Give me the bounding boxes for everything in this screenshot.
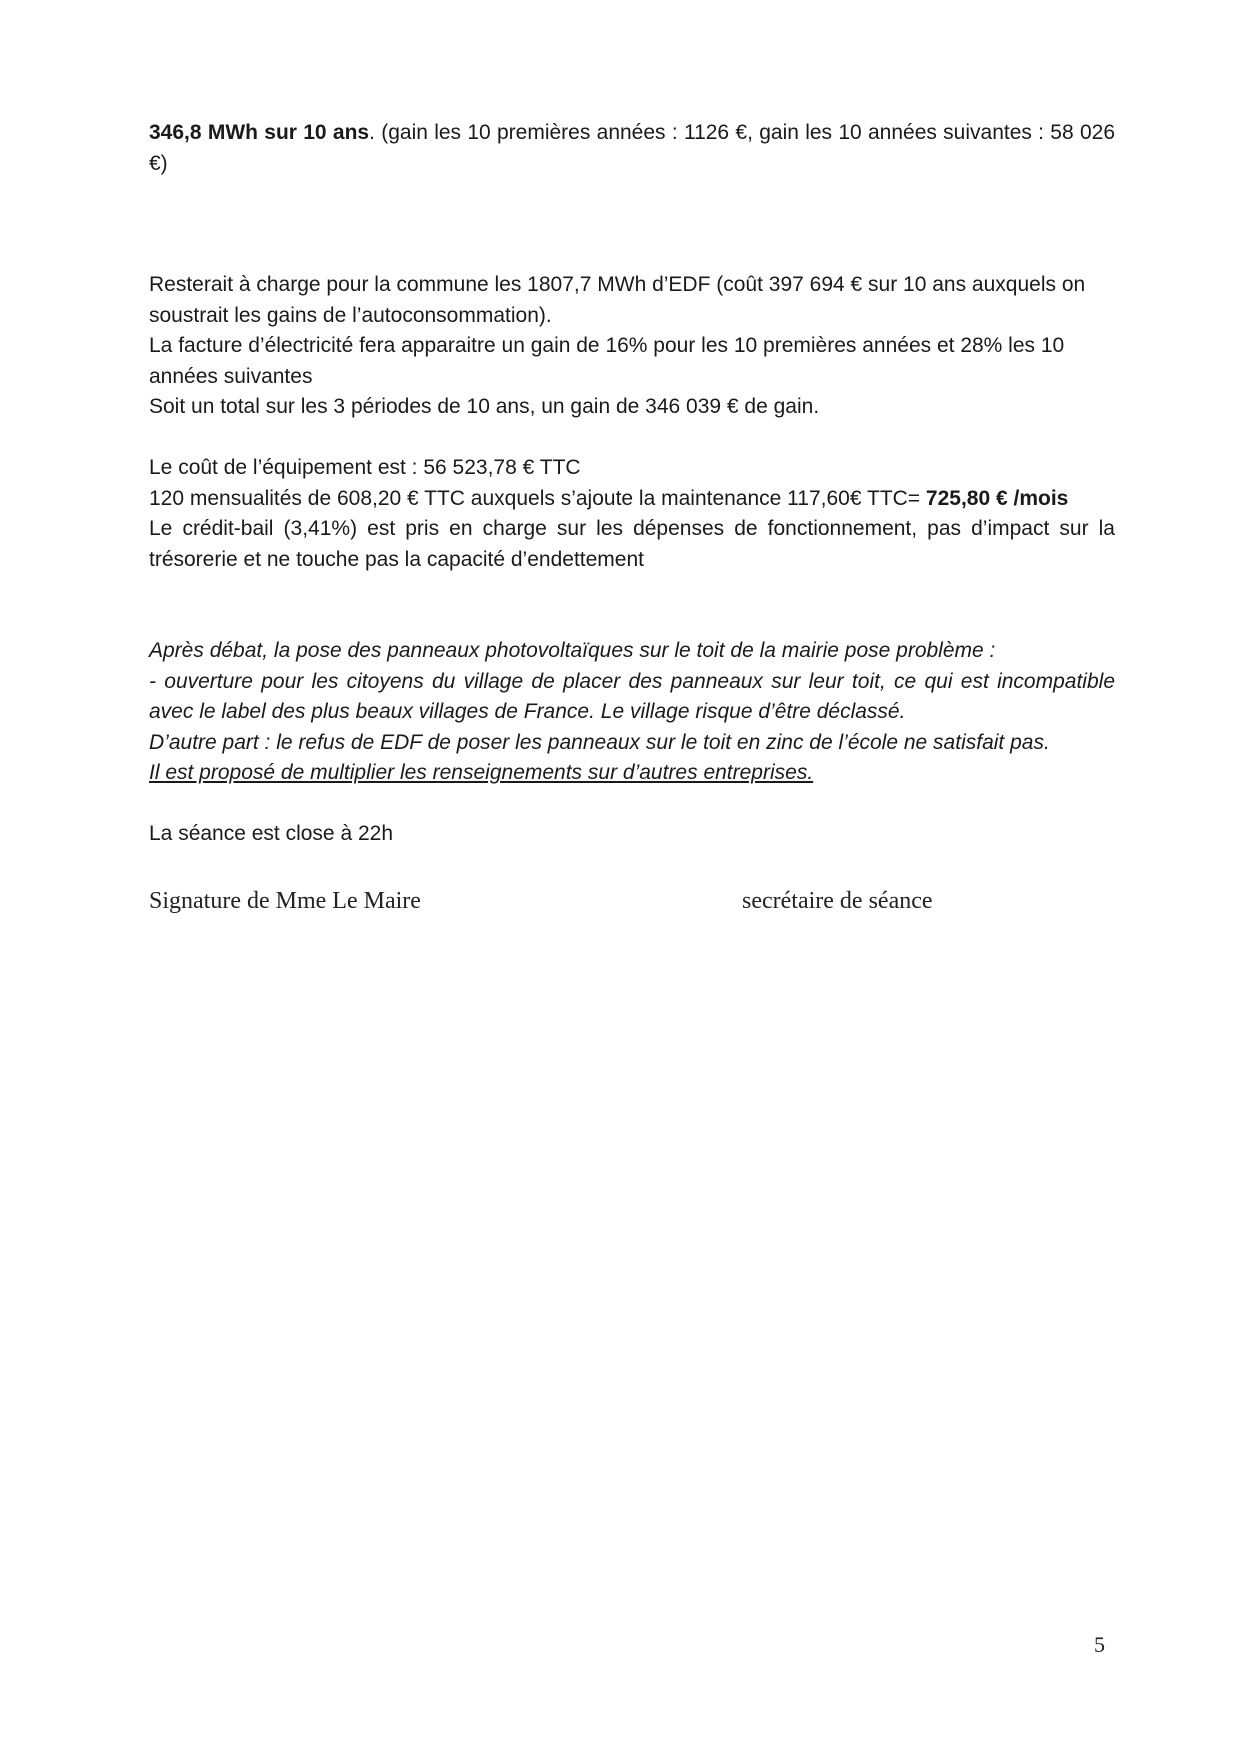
debate-paragraph [149,636,1115,789]
energy-bold: 346,8 MWh sur 10 ans [149,121,370,144]
monthly-payment [149,484,1115,515]
energy-rest: . (gain les 10 premières années : 1126 €, gain les 10 années suivantes : 58 026 €) [149,121,1115,175]
monthly-text: 120 mensualités de 608,20 € TTC auxquels s’ajoute la maintenance 117,60€ TTC= [149,486,926,510]
page-number: 5 [1094,1632,1105,1657]
debate-point-1: - ouverture pour les citoyens du village de placer des panneaux sur leur toit, ce qui est incompatible avec le label des plus beaux villages de France. Le village risque d’être déclassé. [149,669,1115,723]
cost-paragraph [149,453,1115,575]
summary-line-3: Soit un total sur les 3 périodes de 10 ans, un gain de 346 039 € de gain. [149,395,820,418]
debate-point-2: D’autre part : le refus de EDF de poser les panneaux sur le toit en zinc de l’école ne satisfait pas. [149,730,1050,754]
debate-proposal: Il est proposé de multiplier les renseignements sur d’autres entreprises. [149,761,814,784]
summary-line-2: La facture d’électricité fera apparaitre un gain de 16% pour les 10 premières années et 28% les 10 années suivantes [149,334,1065,388]
leasing-info: Le crédit-bail (3,41%) est pris en charge sur les dépenses de fonctionnement, pas d’impact sur la trésorerie et ne touche pas la capacité d’endettement [149,517,1115,571]
closing-paragraph [149,819,1115,850]
debate-intro: Après débat, la pose des panneaux photovoltaïques sur le toit de la mairie pose problème : [149,639,996,662]
closing-text: La séance est close à 22h [149,822,394,845]
summary-line-1: Resterait à charge pour la commune les 1807,7 MWh d’EDF (coût 397 694 € sur 10 ans auxquels on soustrait les gains de l’autoconsommation). [149,273,1086,327]
energy-paragraph [149,118,1115,179]
equipment-cost: Le coût de l’équipement est : 56 523,78 € TTC [149,456,581,479]
mayor-signature-label: Signature de Mme Le Maire [149,888,421,914]
summary-paragraph [149,270,1115,423]
monthly-total: 725,80 € /mois [925,486,1069,510]
secretary-signature-label: secrétaire de séance [742,888,933,914]
